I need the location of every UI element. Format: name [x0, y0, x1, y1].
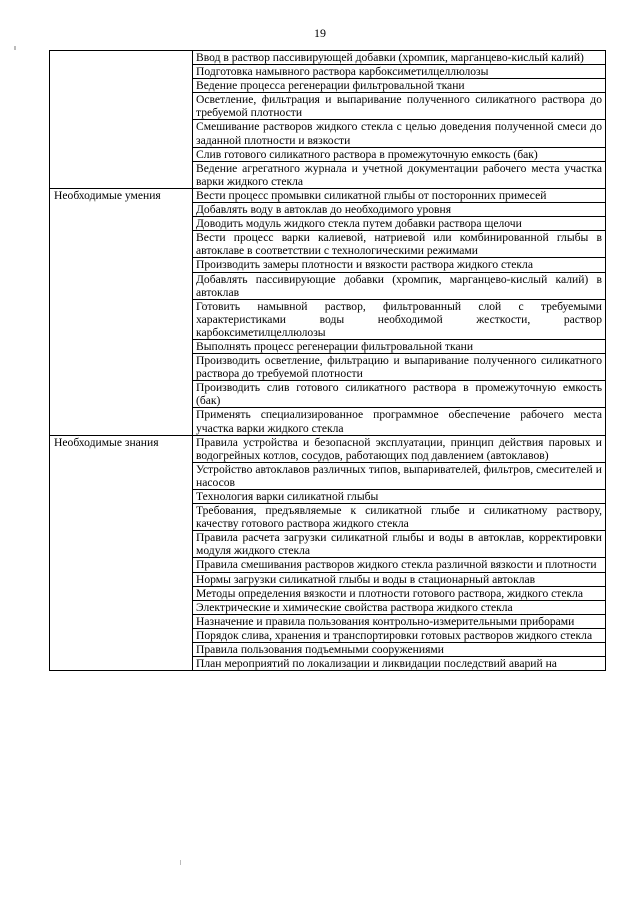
item-text: Вести процесс варки калиевой, натриевой или комбинированной глыбы в автоклаве в соответствии с технологическими режимами	[193, 231, 606, 258]
item-text: Правила смешивания растворов жидкого стекла различной вязкости и плотности	[193, 558, 606, 572]
scan-mark-bottom	[180, 860, 181, 865]
item-text: Доводить модуль жидкого стекла путем добавки раствора щелочи	[193, 217, 606, 231]
item-text: Производить слив готового силикатного раствора в промежуточную емкость (бак)	[193, 381, 606, 408]
competency-table	[49, 50, 606, 671]
item-text: Назначение и правила пользования контрольно-измерительными приборами	[193, 614, 606, 628]
item-text: Применять специализированное программное обеспечение рабочего места участка варки жидкого стекла	[193, 408, 606, 435]
section-label: Необходимые умения	[50, 188, 193, 435]
item-text: Вести процесс промывки силикатной глыбы от посторонних примесей	[193, 188, 606, 202]
item-text: Нормы загрузки силикатной глыбы и воды в стационарный автоклав	[193, 572, 606, 586]
item-text: Добавлять воду в автоклав до необходимого уровня	[193, 203, 606, 217]
item-text: Смешивание растворов жидкого стекла с целью доведения полученной смеси до заданной плотности и вязкости	[193, 120, 606, 147]
item-text: Правила пользования подъемными сооружениями	[193, 643, 606, 657]
section-label	[50, 51, 193, 189]
item-text: Технология варки силикатной глыбы	[193, 490, 606, 504]
page-number: 19	[314, 26, 326, 40]
item-text: Производить осветление, фильтрацию и выпаривание полученного силикатного раствора до требуемой плотности	[193, 354, 606, 381]
item-text: Методы определения вязкости и плотности готового раствора, жидкого стекла	[193, 586, 606, 600]
item-text: Выполнять процесс регенерации фильтровальной ткани	[193, 339, 606, 353]
item-text: Требования, предъявляемые к силикатной глыбе и силикатному раствору, качеству готового раствора жидкого стекла	[193, 504, 606, 531]
item-text: Слив готового силикатного раствора в промежуточную емкость (бак)	[193, 147, 606, 161]
item-text: Правила расчета загрузки силикатной глыбы и воды в автоклав, корректировки модуля жидкого стекла	[193, 531, 606, 558]
table-row	[50, 51, 606, 65]
item-text: План мероприятий по локализации и ликвидации последствий аварий на	[193, 657, 606, 671]
item-text: Порядок слива, хранения и транспортировки готовых растворов жидкого стекла	[193, 628, 606, 642]
item-text: Производить замеры плотности и вязкости раствора жидкого стекла	[193, 258, 606, 272]
item-text: Добавлять пассивирующие добавки (хромпик, марганцево-кислый калий) в автоклав	[193, 272, 606, 299]
section-label: Необходимые знания	[50, 435, 193, 671]
item-text: Ведение процесса регенерации фильтровальной ткани	[193, 79, 606, 93]
table-row	[50, 435, 606, 462]
item-text: Готовить намывной раствор, фильтрованный слой с требуемыми характеристиками воды необходимой жесткости, раствор карбоксиметилцеллюлозы	[193, 299, 606, 339]
item-text: Подготовка намывного раствора карбоксиметилцеллюлозы	[193, 65, 606, 79]
item-text: Электрические и химические свойства раствора жидкого стекла	[193, 600, 606, 614]
item-text: Осветление, фильтрация и выпаривание полученного силикатного раствора до требуемой плотности	[193, 93, 606, 120]
item-text: Ввод в раствор пассивирующей добавки (хромпик, марганцево-кислый калий)	[193, 51, 606, 65]
item-text: Правила устройства и безопасной эксплуатации, принцип действия паровых и водогрейных котлов, сосудов, работающих под давлением (автоклавов)	[193, 435, 606, 462]
item-text: Устройство автоклавов различных типов, выпаривателей, фильтров, смесителей и насосов	[193, 462, 606, 489]
item-text: Ведение агрегатного журнала и учетной документации рабочего места участка варки жидкого стекла	[193, 161, 606, 188]
table-row	[50, 188, 606, 202]
scan-mark-left	[14, 46, 16, 50]
